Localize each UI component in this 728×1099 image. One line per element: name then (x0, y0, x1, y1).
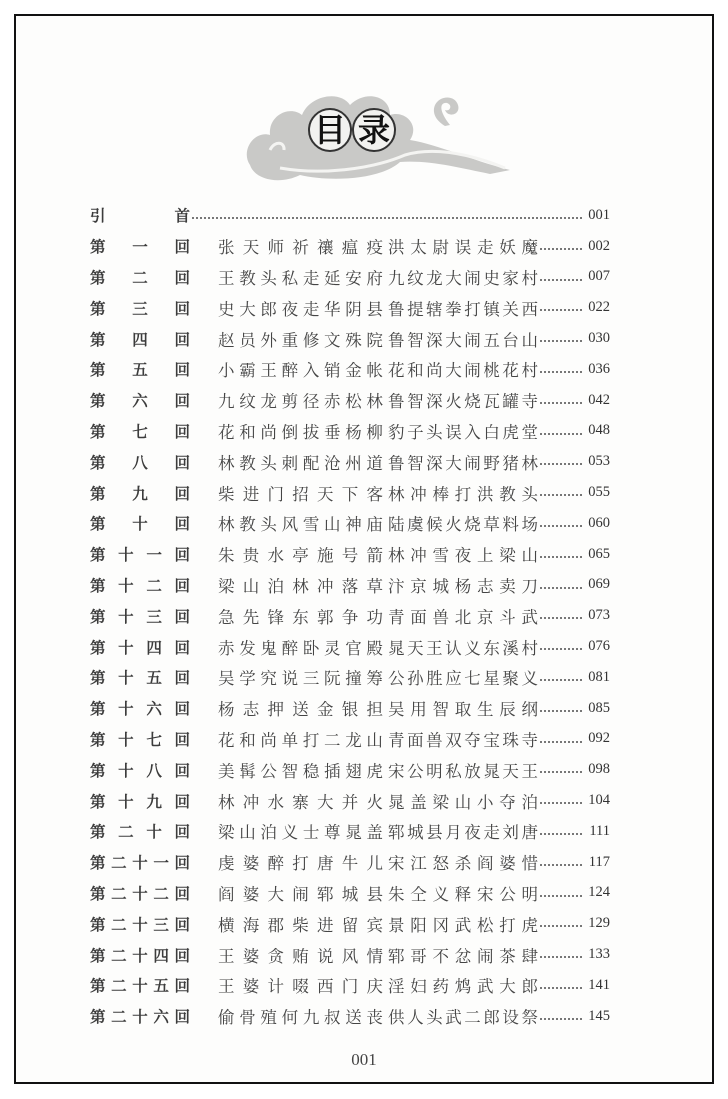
chapter-label: 第 一 回 (90, 238, 190, 257)
chapter-label: 第 二 十 一 回 (90, 854, 190, 873)
chapter-label: 第 十 四 回 (90, 638, 190, 657)
chapter-label: 第 二 十 四 回 (90, 946, 190, 965)
dot-leader (540, 279, 582, 281)
toc-row[interactable] (90, 600, 610, 631)
page-ref: 065 (588, 545, 610, 562)
chapter-title-second: 郓 城 县 月 夜 走 刘 唐 (388, 823, 538, 843)
chapter-title-first: 花 和 尚 倒 拔 垂 杨 柳 (218, 422, 383, 442)
page-ref: 001 (588, 206, 610, 223)
chapter-label: 第 二 十 回 (90, 823, 190, 842)
toc-row[interactable] (90, 816, 610, 847)
chapter-title-first: 王 婆 计 啜 西 门 庆 (218, 977, 383, 997)
chapter-title-second: 鲁 智 深 火 烧 瓦 罐 寺 (388, 392, 538, 412)
toc-row-intro[interactable] (90, 200, 610, 231)
page-ref: 036 (588, 360, 610, 377)
page-ref: 022 (588, 299, 610, 316)
toc-row[interactable] (90, 785, 610, 816)
page-ref: 104 (588, 792, 610, 809)
page-ref: 117 (588, 853, 610, 870)
page-ref: 007 (588, 268, 610, 285)
page-ref: 055 (588, 484, 610, 501)
dot-leader (540, 956, 582, 958)
toc-row[interactable] (90, 477, 610, 508)
chapter-title-second: 林 冲 雪 夜 上 梁 山 (388, 546, 538, 566)
chapter-label: 第 十 六 回 (90, 700, 190, 719)
dot-leader (540, 648, 582, 650)
chapter-title-second: 鲁 智 深 大 闹 五 台 山 (388, 330, 538, 350)
page-ref: 098 (588, 761, 610, 778)
chapter-label: 第 十 七 回 (90, 730, 190, 749)
chapter-title-second: 汴 京 城 杨 志 卖 刀 (388, 576, 538, 596)
chapter-title-second: 青 面 兽 北 京 斗 武 (388, 607, 538, 627)
chapter-title-second: 花 和 尚 大 闹 桃 花 村 (388, 361, 538, 381)
page-ref: 076 (588, 638, 610, 655)
title-char-mu: 目 (308, 108, 352, 152)
chapter-title-first: 赵 员 外 重 修 文 殊 院 (218, 330, 383, 350)
toc-row[interactable] (90, 693, 610, 724)
chapter-label: 第 三 回 (90, 299, 190, 318)
toc-row[interactable] (90, 446, 610, 477)
chapter-title-second: 晁 盖 梁 山 小 夺 泊 (388, 792, 538, 812)
chapter-title-first: 林 冲 水 寨 大 并 火 (218, 792, 383, 812)
chapter-title-second: 青 面 兽 双 夺 宝 珠 寺 (388, 730, 538, 750)
toc-row[interactable] (90, 878, 610, 909)
dot-leader (540, 494, 582, 496)
toc-row[interactable] (90, 385, 610, 416)
chapter-title-first: 阎 婆 大 闹 郓 城 县 (218, 884, 383, 904)
dot-leader (540, 925, 582, 927)
dot-leader (540, 741, 582, 743)
chapter-label: 第 六 回 (90, 392, 190, 411)
page-ref: 048 (588, 422, 610, 439)
dot-leader (540, 556, 582, 558)
chapter-title-second: 景 阳 冈 武 松 打 虎 (388, 915, 538, 935)
dot-leader (192, 217, 582, 219)
toc-row[interactable] (90, 539, 610, 570)
chapter-label: 第 十 五 回 (90, 669, 190, 688)
chapter-title-first: 王 婆 贪 贿 说 风 情 (218, 946, 383, 966)
chapter-title-second: 吴 用 智 取 生 辰 纲 (388, 700, 538, 720)
page-ref: 053 (588, 453, 610, 470)
toc-row[interactable] (90, 662, 610, 693)
chapter-label: 第 十 回 (90, 515, 190, 534)
chapter-title-first: 赤 发 鬼 醉 卧 灵 官 殿 (218, 638, 383, 658)
chapter-label: 第 七 回 (90, 422, 190, 441)
dot-leader (540, 617, 582, 619)
toc-row[interactable] (90, 939, 610, 970)
toc-row[interactable] (90, 323, 610, 354)
chapter-title-first: 林 教 头 刺 配 沧 州 道 (218, 453, 383, 473)
chapter-label: 第 四 回 (90, 330, 190, 349)
page-ref: 042 (588, 391, 610, 408)
dot-leader (540, 525, 582, 527)
toc-label: 引 首 (90, 207, 190, 226)
chapter-label: 第 二 十 二 回 (90, 884, 190, 903)
page-ref: 111 (589, 822, 610, 839)
dot-leader (540, 587, 582, 589)
chapter-title-second: 豹 子 头 误 入 白 虎 堂 (388, 422, 538, 442)
toc-row[interactable] (90, 970, 610, 1001)
chapter-title-first: 急 先 锋 东 郭 争 功 (218, 607, 383, 627)
toc-row[interactable] (90, 1001, 610, 1032)
page-ref: 145 (588, 1007, 610, 1024)
chapter-title-first: 虔 婆 醉 打 唐 牛 儿 (218, 854, 383, 874)
chapter-label: 第 二 十 六 回 (90, 1008, 190, 1027)
chapter-label: 第 九 回 (90, 484, 190, 503)
dot-leader (540, 710, 582, 712)
dot-leader (540, 248, 582, 250)
dot-leader (540, 771, 582, 773)
toc-row[interactable] (90, 416, 610, 447)
toc-row[interactable] (90, 754, 610, 785)
title-char-lu: 录 (352, 108, 396, 152)
chapter-label: 第 十 一 回 (90, 546, 190, 565)
chapter-title-first: 花 和 尚 单 打 二 龙 山 (218, 730, 383, 750)
dot-leader (540, 802, 582, 804)
chapter-title-first: 吴 学 究 说 三 阮 撞 筹 (218, 669, 383, 689)
dot-leader (540, 864, 582, 866)
chapter-title-first: 梁 山 泊 义 士 尊 晁 盖 (218, 823, 383, 843)
dot-leader (540, 679, 582, 681)
chapter-label: 第 八 回 (90, 453, 190, 472)
page-ref: 069 (588, 576, 610, 593)
toc-row[interactable] (90, 231, 610, 262)
chapter-title-second: 宋 公 明 私 放 晁 天 王 (388, 761, 538, 781)
chapter-title-first: 杨 志 押 送 金 银 担 (218, 700, 383, 720)
chapter-title-first: 王 教 头 私 走 延 安 府 (218, 268, 383, 288)
dot-leader (540, 1018, 582, 1020)
chapter-title-second: 公 孙 胜 应 七 星 聚 义 (388, 669, 538, 689)
dot-leader (540, 895, 582, 897)
dot-leader (540, 402, 582, 404)
page-ref: 002 (588, 237, 610, 254)
page-ref: 141 (588, 976, 610, 993)
chapter-title-second: 九 纹 龙 大 闹 史 家 村 (388, 268, 538, 288)
toc-row[interactable] (90, 631, 610, 662)
toc-row[interactable] (90, 262, 610, 293)
chapter-title-first: 柴 进 门 招 天 下 客 (218, 484, 383, 504)
toc-row[interactable] (90, 508, 610, 539)
chapter-title-first: 朱 贵 水 亭 施 号 箭 (218, 546, 383, 566)
chapter-label: 第 二 十 三 回 (90, 915, 190, 934)
page-ref: 030 (588, 330, 610, 347)
chapter-title-second: 洪 太 尉 误 走 妖 魔 (388, 238, 538, 258)
toc-row[interactable] (90, 292, 610, 323)
chapter-title-second: 宋 江 怒 杀 阎 婆 惜 (388, 854, 538, 874)
toc-row[interactable] (90, 570, 610, 601)
chapter-title-first: 张 天 师 祈 禳 瘟 疫 (218, 238, 383, 258)
chapter-title-second: 淫 妇 药 鸩 武 大 郎 (388, 977, 538, 997)
page-ref: 092 (588, 730, 610, 747)
chapter-label: 第 十 三 回 (90, 607, 190, 626)
chapter-title-second: 供 人 头 武 二 郎 设 祭 (388, 1008, 538, 1028)
chapter-label: 第 二 回 (90, 268, 190, 287)
chapter-title-first: 偷 骨 殖 何 九 叔 送 丧 (218, 1008, 383, 1028)
chapter-label: 第 五 回 (90, 361, 190, 380)
page-number: 001 (351, 1050, 377, 1069)
chapter-title-second: 陆 虞 候 火 烧 草 料 场 (388, 515, 538, 535)
dot-leader (540, 309, 582, 311)
chapter-title-second: 林 冲 棒 打 洪 教 头 (388, 484, 538, 504)
chapter-title-first: 小 霸 王 醉 入 销 金 帐 (218, 361, 383, 381)
chapter-title-second: 晁 天 王 认 义 东 溪 村 (388, 638, 538, 658)
chapter-title-second: 郓 哥 不 忿 闹 茶 肆 (388, 946, 538, 966)
chapter-title-first: 九 纹 龙 剪 径 赤 松 林 (218, 392, 383, 412)
dot-leader (540, 433, 582, 435)
chapter-label: 第 十 九 回 (90, 792, 190, 811)
dot-leader (540, 833, 582, 835)
page-ref: 081 (588, 668, 610, 685)
dot-leader (540, 987, 582, 989)
dot-leader (540, 371, 582, 373)
chapter-title-first: 史 大 郎 夜 走 华 阴 县 (218, 299, 383, 319)
page-ref: 073 (588, 607, 610, 624)
chapter-title-second: 朱 仝 义 释 宋 公 明 (388, 884, 538, 904)
page-ref: 129 (588, 915, 610, 932)
chapter-title-first: 林 教 头 风 雪 山 神 庙 (218, 515, 383, 535)
chapter-label: 第 十 二 回 (90, 576, 190, 595)
page-ref: 085 (588, 699, 610, 716)
toc-row[interactable] (90, 354, 610, 385)
chapter-title-second: 鲁 智 深 大 闹 野 猪 林 (388, 453, 538, 473)
toc-row[interactable] (90, 847, 610, 878)
page-ref: 124 (588, 884, 610, 901)
chapter-title-first: 美 髯 公 智 稳 插 翅 虎 (218, 761, 383, 781)
toc-row[interactable] (90, 724, 610, 755)
page-ref: 133 (588, 946, 610, 963)
chapter-label: 第 十 八 回 (90, 761, 190, 780)
chapter-title-first: 梁 山 泊 林 冲 落 草 (218, 576, 383, 596)
table-of-contents (90, 200, 610, 1032)
chapter-title-first: 横 海 郡 柴 进 留 宾 (218, 915, 383, 935)
dot-leader (540, 463, 582, 465)
chapter-label: 第 二 十 五 回 (90, 977, 190, 996)
chapter-title-second: 鲁 提 辖 拳 打 镇 关 西 (388, 299, 538, 319)
dot-leader (540, 340, 582, 342)
toc-row[interactable] (90, 908, 610, 939)
page-ref: 060 (588, 514, 610, 531)
